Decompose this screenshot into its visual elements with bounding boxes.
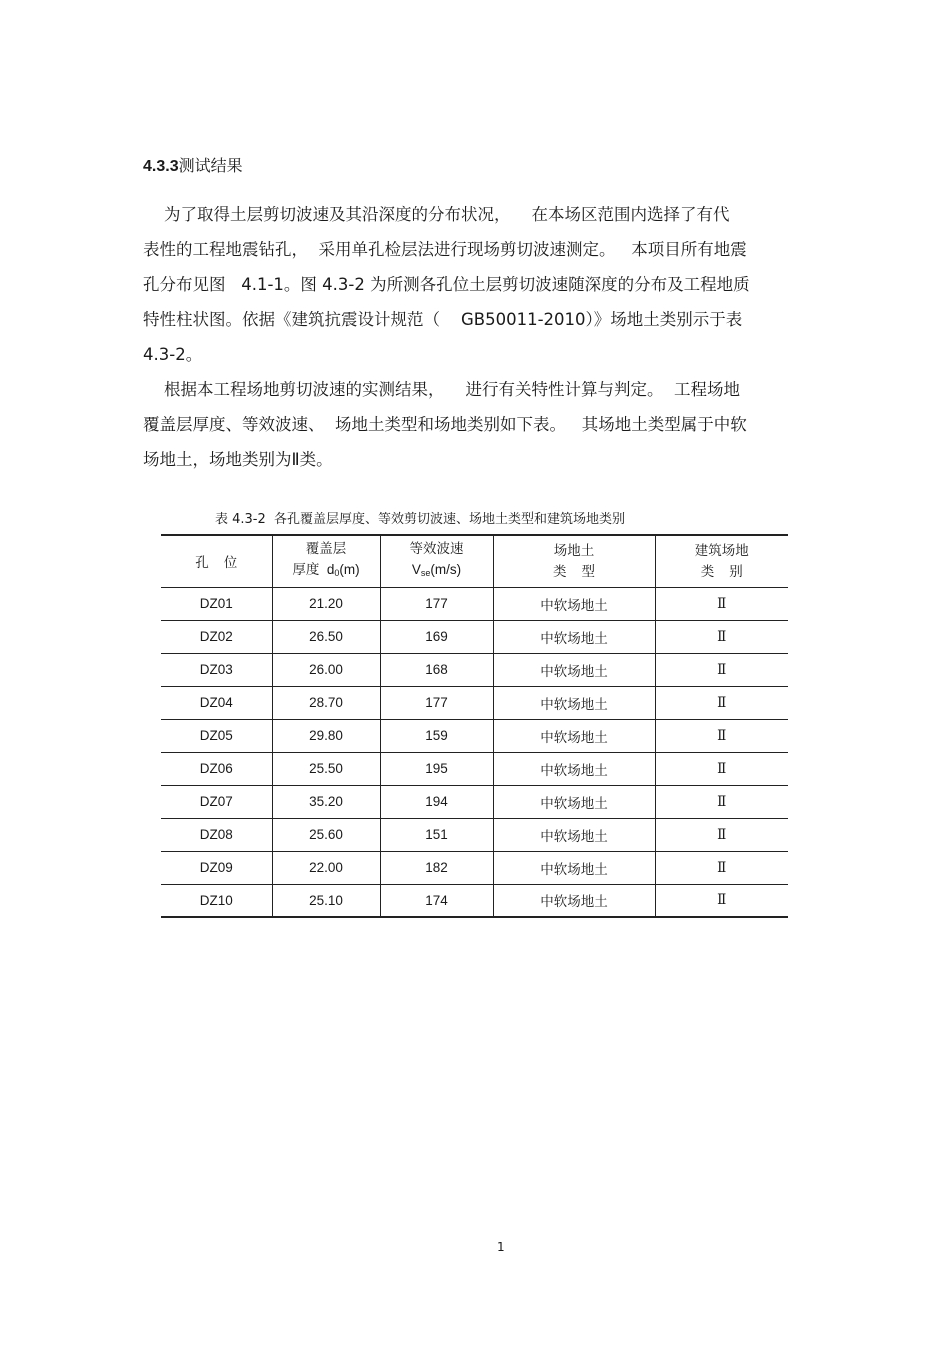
cell-thickness: 29.80	[272, 719, 380, 752]
cell-site-class: Ⅱ	[655, 752, 788, 785]
cell-site-class: Ⅱ	[655, 884, 788, 917]
paragraph-2	[143, 372, 808, 477]
cell-thickness: 21.20	[272, 587, 380, 620]
cell-site-class: Ⅱ	[655, 620, 788, 653]
cell-hole: DZ09	[161, 851, 272, 884]
cell-thickness: 35.20	[272, 785, 380, 818]
cell-velocity: 194	[380, 785, 493, 818]
paragraph-line: 场地土，场地类别为Ⅱ类。	[143, 450, 333, 469]
paragraph-line: 特性柱状图。依据《建筑抗震设计规范（ GB50011-2010）》场地土类别示于表	[143, 310, 743, 329]
cell-site-class: Ⅱ	[655, 653, 788, 686]
cell-soil-type: 中软场地土	[493, 719, 655, 752]
cell-thickness: 26.50	[272, 620, 380, 653]
cell-velocity: 182	[380, 851, 493, 884]
header-hole: 孔 位	[161, 535, 272, 587]
cell-hole: DZ03	[161, 653, 272, 686]
paragraph-line: 孔分布见图 4.1-1。图 4.3-2 为所测各孔位土层剪切波速随深度的分布及工程地质	[143, 275, 750, 294]
cell-soil-type: 中软场地土	[493, 884, 655, 917]
cell-velocity: 177	[380, 686, 493, 719]
cell-soil-type: 中软场地土	[493, 587, 655, 620]
cell-velocity: 159	[380, 719, 493, 752]
header-velocity: 等效波速 $V_{se}(m/s)$	[380, 535, 493, 587]
cell-site-class: Ⅱ	[655, 851, 788, 884]
paragraph-line: 4.3-2。	[143, 345, 203, 364]
cell-soil-type: 中软场地土	[493, 818, 655, 851]
site-classification-table	[161, 534, 788, 918]
cell-soil-type: 中软场地土	[493, 851, 655, 884]
cell-velocity: 174	[380, 884, 493, 917]
table-row	[161, 884, 788, 917]
cell-hole: DZ10	[161, 884, 272, 917]
paragraph-line: 覆盖层厚度、等效波速、 场地土类型和场地类别如下表。 其场地土类型属于中软	[143, 415, 747, 434]
table-row	[161, 851, 788, 884]
page-number: 1	[497, 1240, 505, 1254]
paragraph-line: 根据本工程场地剪切波速的实测结果， 进行有关特性计算与判定。 工程场地	[143, 380, 740, 399]
paragraph-1	[143, 197, 808, 372]
table-row	[161, 587, 788, 620]
cell-thickness: 25.50	[272, 752, 380, 785]
cell-soil-type: 中软场地土	[493, 686, 655, 719]
table-row	[161, 785, 788, 818]
cell-site-class: Ⅱ	[655, 785, 788, 818]
cell-site-class: Ⅱ	[655, 686, 788, 719]
cell-soil-type: 中软场地土	[493, 620, 655, 653]
cell-thickness: 28.70	[272, 686, 380, 719]
paragraph-line: 为了取得土层剪切波速及其沿深度的分布状况， 在本场区范围内选择了有代	[143, 205, 730, 224]
paragraph-line: 表性的工程地震钻孔， 采用单孔检层法进行现场剪切波速测定。 本项目所有地震	[143, 240, 747, 259]
cell-hole: DZ05	[161, 719, 272, 752]
cell-thickness: 25.60	[272, 818, 380, 851]
cell-site-class: Ⅱ	[655, 587, 788, 620]
cell-hole: DZ06	[161, 752, 272, 785]
section-number: 4.3.3	[143, 158, 179, 175]
cell-hole: DZ08	[161, 818, 272, 851]
cell-hole: DZ01	[161, 587, 272, 620]
cell-soil-type: 中软场地土	[493, 785, 655, 818]
table-row	[161, 752, 788, 785]
cell-velocity: 177	[380, 587, 493, 620]
header-site-class: 建筑场地 类 别	[655, 535, 788, 587]
table-header-row	[161, 535, 788, 587]
table-row	[161, 620, 788, 653]
section-heading	[143, 156, 243, 177]
cell-soil-type: 中软场地土	[493, 653, 655, 686]
cell-hole: DZ04	[161, 686, 272, 719]
header-soil-type: 场地土 类 型	[493, 535, 655, 587]
cell-hole: DZ07	[161, 785, 272, 818]
cell-velocity: 169	[380, 620, 493, 653]
cell-site-class: Ⅱ	[655, 818, 788, 851]
section-title: 测试结果	[178, 156, 243, 175]
cell-soil-type: 中软场地土	[493, 752, 655, 785]
table-row	[161, 686, 788, 719]
cell-thickness: 25.10	[272, 884, 380, 917]
table-row	[161, 719, 788, 752]
cell-velocity: 168	[380, 653, 493, 686]
cell-velocity: 195	[380, 752, 493, 785]
cell-site-class: Ⅱ	[655, 719, 788, 752]
cell-hole: DZ02	[161, 620, 272, 653]
table-caption: 表 4.3-2 各孔覆盖层厚度、等效剪切波速、场地土类型和建筑场地类别	[215, 512, 626, 527]
cell-thickness: 26.00	[272, 653, 380, 686]
cell-velocity: 151	[380, 818, 493, 851]
header-thickness: 覆盖层 厚度 $d_0(m)$	[272, 535, 380, 587]
cell-thickness: 22.00	[272, 851, 380, 884]
table-row	[161, 818, 788, 851]
table-row	[161, 653, 788, 686]
